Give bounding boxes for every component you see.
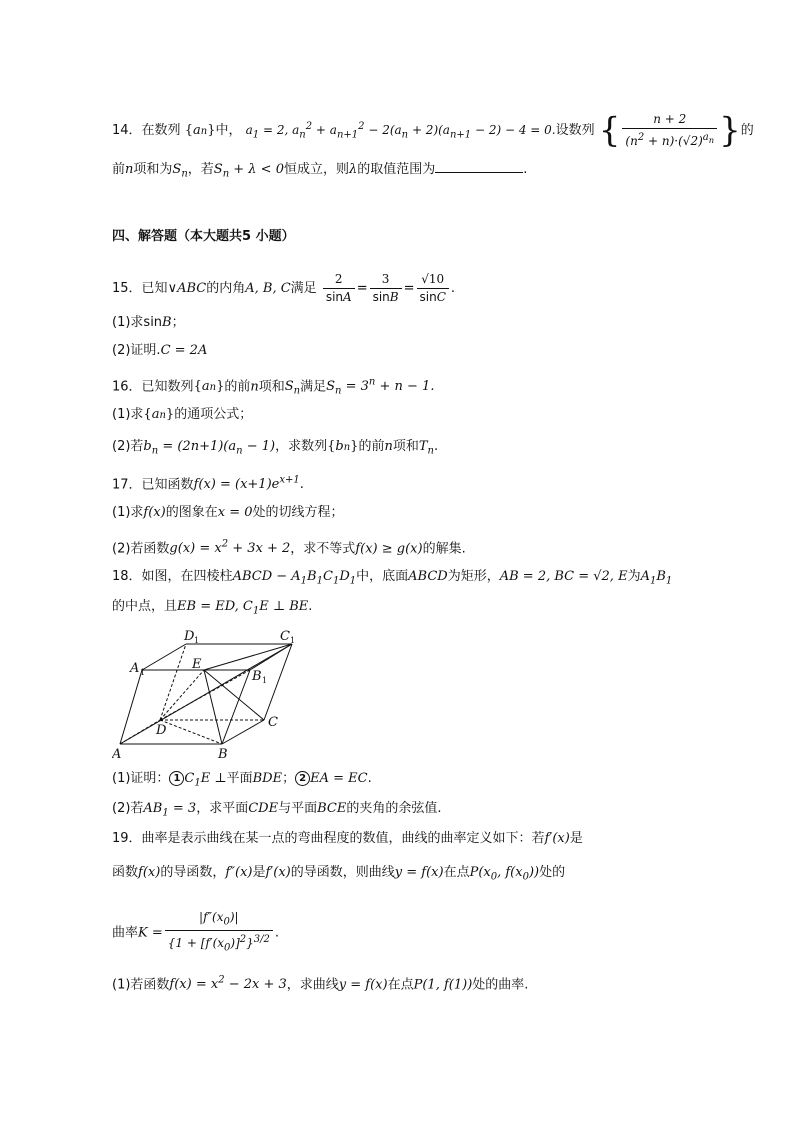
label-A1-sub: 1 xyxy=(140,668,146,677)
edge-DD1 xyxy=(160,644,186,720)
label-E: E xyxy=(192,657,202,672)
q18-stem-line1: 18．如图，在四棱柱ABCD − $A_1B_1C_1D_1$中，底面ABCD为矩形，AB = 2, BC = √2, E为$A_1B_1$ xyxy=(112,569,673,587)
label-B: B xyxy=(218,747,228,762)
section-heading: 四、解答题（本大题共5 小题） xyxy=(112,229,295,244)
q14-line2: 前n项和为$S_n$，若$S_n + \lambda < 0$恒成立，则λ的取值范围为 . xyxy=(112,162,528,180)
q14-line1: 14．在数列 {an}中， $a_1 = 2$, $a_n^2 + a_{n+1}^2 - 2(a_n + 2)(a_{n+1} - 2) - 4 = 0$.设数列 { $\frac{n + 2}{(n^2 + n)\cdot(√2)^{a_n}}$ }的 xyxy=(112,110,754,151)
edge-DB xyxy=(160,720,222,744)
q18-part1: (1)证明： 1 $C_1E$ ⊥平面BDE； 2 EA = EC. xyxy=(112,771,372,789)
edge-CC1 xyxy=(264,644,292,720)
math-an-set: {an} xyxy=(184,123,216,138)
math-curvature-formula: $\frac{|f''(x_0)|}{\{1 + [f'(x_0)]^2\}^{3/2}}$ xyxy=(165,910,273,956)
q17-stem: 17．已知函数$f(x) = (x+1)e^{x+1}$. xyxy=(112,475,304,493)
label-B1-sub: 1 xyxy=(262,676,268,685)
edge-DE xyxy=(160,670,204,720)
q15-part1: (1)求sinB； xyxy=(112,315,185,330)
math-fraction-3-sinB: $\frac{3}{\sin B}$ xyxy=(370,272,402,305)
q16-part2: (2)若$b_n = (2n+1)(a_n - 1)$，求数列{bn}的前n项和$T_n$. xyxy=(112,439,439,457)
label-D1-sub: 1 xyxy=(194,636,200,645)
label-A1: A xyxy=(130,661,140,676)
math-fraction-2-sinA: $\frac{2}{\sin A}$ xyxy=(323,272,355,305)
edge-A1D1 xyxy=(142,644,186,670)
edge-EC1 xyxy=(204,644,292,670)
answer-blank xyxy=(435,160,523,173)
q19-part1: (1)若函数$f(x) = x^2 - 2x + 3$，求曲线y = f(x)在点P(1, f(1))处的曲率. xyxy=(112,975,529,993)
edge-EC-diag xyxy=(160,670,250,720)
math-sequence-fraction: $\frac{n + 2}{(n^2 + n)\cdot(√2)^{a_n}}$ xyxy=(622,112,717,149)
q15-stem: 15．已知∨ABC的内角A, B, C满足 $\frac{2}{\sin A}$ = $\frac{3}{\sin B}$ = $\frac{√10}{\sin C}$ . xyxy=(112,272,456,304)
label-C: C xyxy=(268,715,278,730)
math-fraction-sqrt10-sinC: $\frac{√10}{\sin C}$ xyxy=(417,272,449,305)
q15-part2: (2)证明.C = 2A xyxy=(112,343,208,358)
q17-part1: (1)求f(x)的图象在x = 0处的切线方程； xyxy=(112,505,344,520)
label-C1: C xyxy=(280,629,290,644)
q18-stem-line2: 的中点，且EB = ED, $C_1E$ ⊥ BE. xyxy=(112,599,313,617)
q16-part1: (1)求{an}的通项公式； xyxy=(112,407,253,422)
q19-line1: 19．曲率是表示曲线在某一点的弯曲程度的数值，曲线的曲率定义如下：若f′(x)是 xyxy=(112,831,583,846)
edge-EB xyxy=(204,670,222,744)
math-recurrence: $a_1 = 2$, $a_n^2 + a_{n+1}^2 - 2(a_n + 2)(a_{n+1} - 2) - 4 = 0$. xyxy=(245,121,556,141)
label-B1: B xyxy=(252,669,262,684)
q18-part2: (2)若$AB_1 = 3$，求平面CDE与平面BCE的夹角的余弦值. xyxy=(112,801,442,819)
edge-BC xyxy=(222,720,264,744)
q19-line2: 函数f(x)的导函数，f″(x)是f′(x)的导函数，则曲线y = f(x)在点$P(x_0$, $f(x_0)$)处的 xyxy=(112,865,566,883)
q19-line3: 曲率K = $\frac{|f''(x_0)|}{\{1 + [f'(x_0)]^2\}^{3/2}}$ . xyxy=(112,910,280,954)
label-A: A xyxy=(112,747,122,762)
q16-stem: 16．已知数列{an}的前n项和$S_n$满足$S_n = 3^n + n - 1$. xyxy=(112,377,435,397)
q17-part2: (2)若函数$g(x) = x^2 + 3x + 2$，求不等式f(x) ≥ g(x)的解集. xyxy=(112,539,466,557)
label-C1-sub: 1 xyxy=(290,636,296,645)
label-D1: D xyxy=(184,629,195,644)
edge-BB1 xyxy=(222,670,250,744)
prism-figure xyxy=(112,622,312,762)
label-D: D xyxy=(156,723,167,738)
